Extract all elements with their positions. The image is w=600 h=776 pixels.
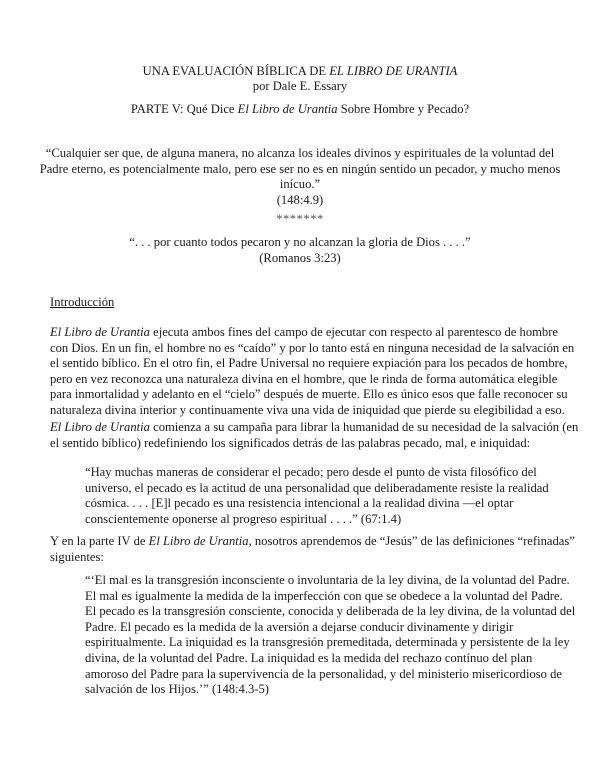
paragraph-3 [50, 534, 575, 565]
title-prefix: UNA EVALUACIÓN BÍBLICA DE [142, 64, 330, 78]
section-heading: Introducción [50, 295, 115, 309]
paragraph-3-line [50, 534, 575, 550]
title-book-name: EL LIBRO DE URANTIA [329, 64, 458, 78]
paragraph-1-line [50, 325, 574, 341]
block-quote-2-line: espiritualmente. La iniquidad es la transgresión premeditada, determinada y persistente de la ley [85, 635, 570, 650]
paragraph-1-line: con Dios. En un fin, el hombre no es “caído” y por lo tanto está en ninguna necesidad de la salvación en [50, 340, 575, 355]
block-quote-1-line: universo, el pecado es la actitud de una personalidad que deliberadamente resiste la realidad [85, 480, 549, 495]
part-book-name: El Libro de Urantia [237, 102, 338, 116]
paragraph-1-line: para inmortalidad y adelanto en el “cielo” después de muerte. Ello es único esos que falle reconocer su [50, 387, 568, 402]
paragraph-1-line: pero en vez reconozca una naturaleza divina en el hombre, que le rinda de forma automática elegible [50, 371, 558, 386]
separator-asterisks: ******* [276, 212, 324, 226]
book-name: El Libro de Urantia [148, 534, 249, 548]
paragraph-3-line: siguientes: [50, 549, 104, 564]
book-name: El Libro de Urantia [50, 325, 150, 339]
block-quote-2-line: El mal es igualmente la medida de la imperfección con que se obedece a la voluntad del Padre. [85, 588, 563, 603]
book-name: El Libro de Urantia [50, 420, 150, 434]
epigraph-1-line: Padre eterno, es potencialmente malo, pero ese ser no es en ningún sentido un pecador, y mucho menos [39, 161, 561, 176]
paragraph-2-line: el sentido bíblico) redefiniendo los significados detrás de las palabras pecado, mal, e iniquidad: [50, 435, 531, 450]
block-quote-2-line: Padre. El pecado es la medida de la aversión a dejarse conducir divinamente y dirigir [85, 619, 514, 634]
part-prefix: PARTE V: Qué Dice [130, 102, 238, 116]
document-title [0, 64, 600, 80]
paragraph-3-prefix: Y en la parte IV de [50, 534, 149, 548]
block-quote-2-line: salvación de los Hijos.’” (148:4.3-5) [85, 682, 269, 697]
epigraph-1-line: “Cualquier ser que, de alguna manera, no alcanza los ideales divinos y espirituales de la voluntad del [45, 146, 555, 160]
paragraph-2 [50, 420, 578, 451]
block-quote-2-line: El pecado es la transgresión consciente, conocida y deliberada de la ley divina, de la voluntad del [85, 604, 576, 619]
block-quote-1-line: cósmica. . . . [E]l pecado es una resistencia intencional a la realidad divina —el optar [85, 496, 514, 511]
document-author: por Dale E. Essary [252, 79, 348, 93]
block-quote-1-line: “Hay muchas maneras de considerar el pecado; pero desde el punto de vista filosófico del [85, 465, 537, 479]
epigraph-1-reference: (148:4.9) [276, 192, 324, 207]
epigraph-quote-2 [0, 235, 600, 266]
paragraph-1-line: el sentido bíblico. En el otro fin, el Padre Universal no requiere expiación para los pecados de hombre, [50, 356, 568, 371]
block-quote-2-line: “‘El mal es la transgresión inconsciente o involuntaria de la ley divina, de la voluntad del Padre. [85, 573, 570, 587]
part-heading [0, 102, 600, 118]
epigraph-2-text: “. . . por cuanto todos pecaron y no alcanzan la gloria de Dios . . . .” [129, 235, 471, 249]
block-quote-2-line: divina, de la voluntad del Padre. La iniquidad es la medida del rechazo contínuo del plan [85, 650, 533, 665]
paragraph-1-text: ejecuta ambos fines del campo de ejecutar con respecto al parentesco de hombre [149, 325, 559, 339]
paragraph-2-text: comienza a su campaña para librar la humanidad de su necesidad de la salvación (en [149, 420, 579, 434]
block-quote-2 [85, 573, 575, 698]
paragraph-2-line [50, 420, 578, 436]
paragraph-1-line: naturaleza divina interior y continuamente viva una vida de iniquidad que pierde su elegibilidad a eso. [50, 402, 565, 417]
epigraph-2-reference: (Romanos 3:23) [259, 250, 341, 265]
block-quote-1 [85, 465, 549, 527]
part-suffix: Sobre Hombre y Pecado? [337, 102, 470, 116]
epigraph-quote-1 [0, 146, 600, 208]
block-quote-1-line: conscientemente oponerse al progreso espiritual . . . .” (67:1.4) [85, 511, 402, 526]
epigraph-1-line: inícuo.” [279, 177, 321, 192]
block-quote-2-line: amoroso del Padre para la supervivencia de la personalidad, y del ministerio misericordioso de [85, 666, 563, 681]
paragraph-1 [50, 325, 574, 419]
paragraph-3-suffix: , nosotros aprendemos de “Jesús” de las definiciones “refinadas” [248, 534, 575, 548]
